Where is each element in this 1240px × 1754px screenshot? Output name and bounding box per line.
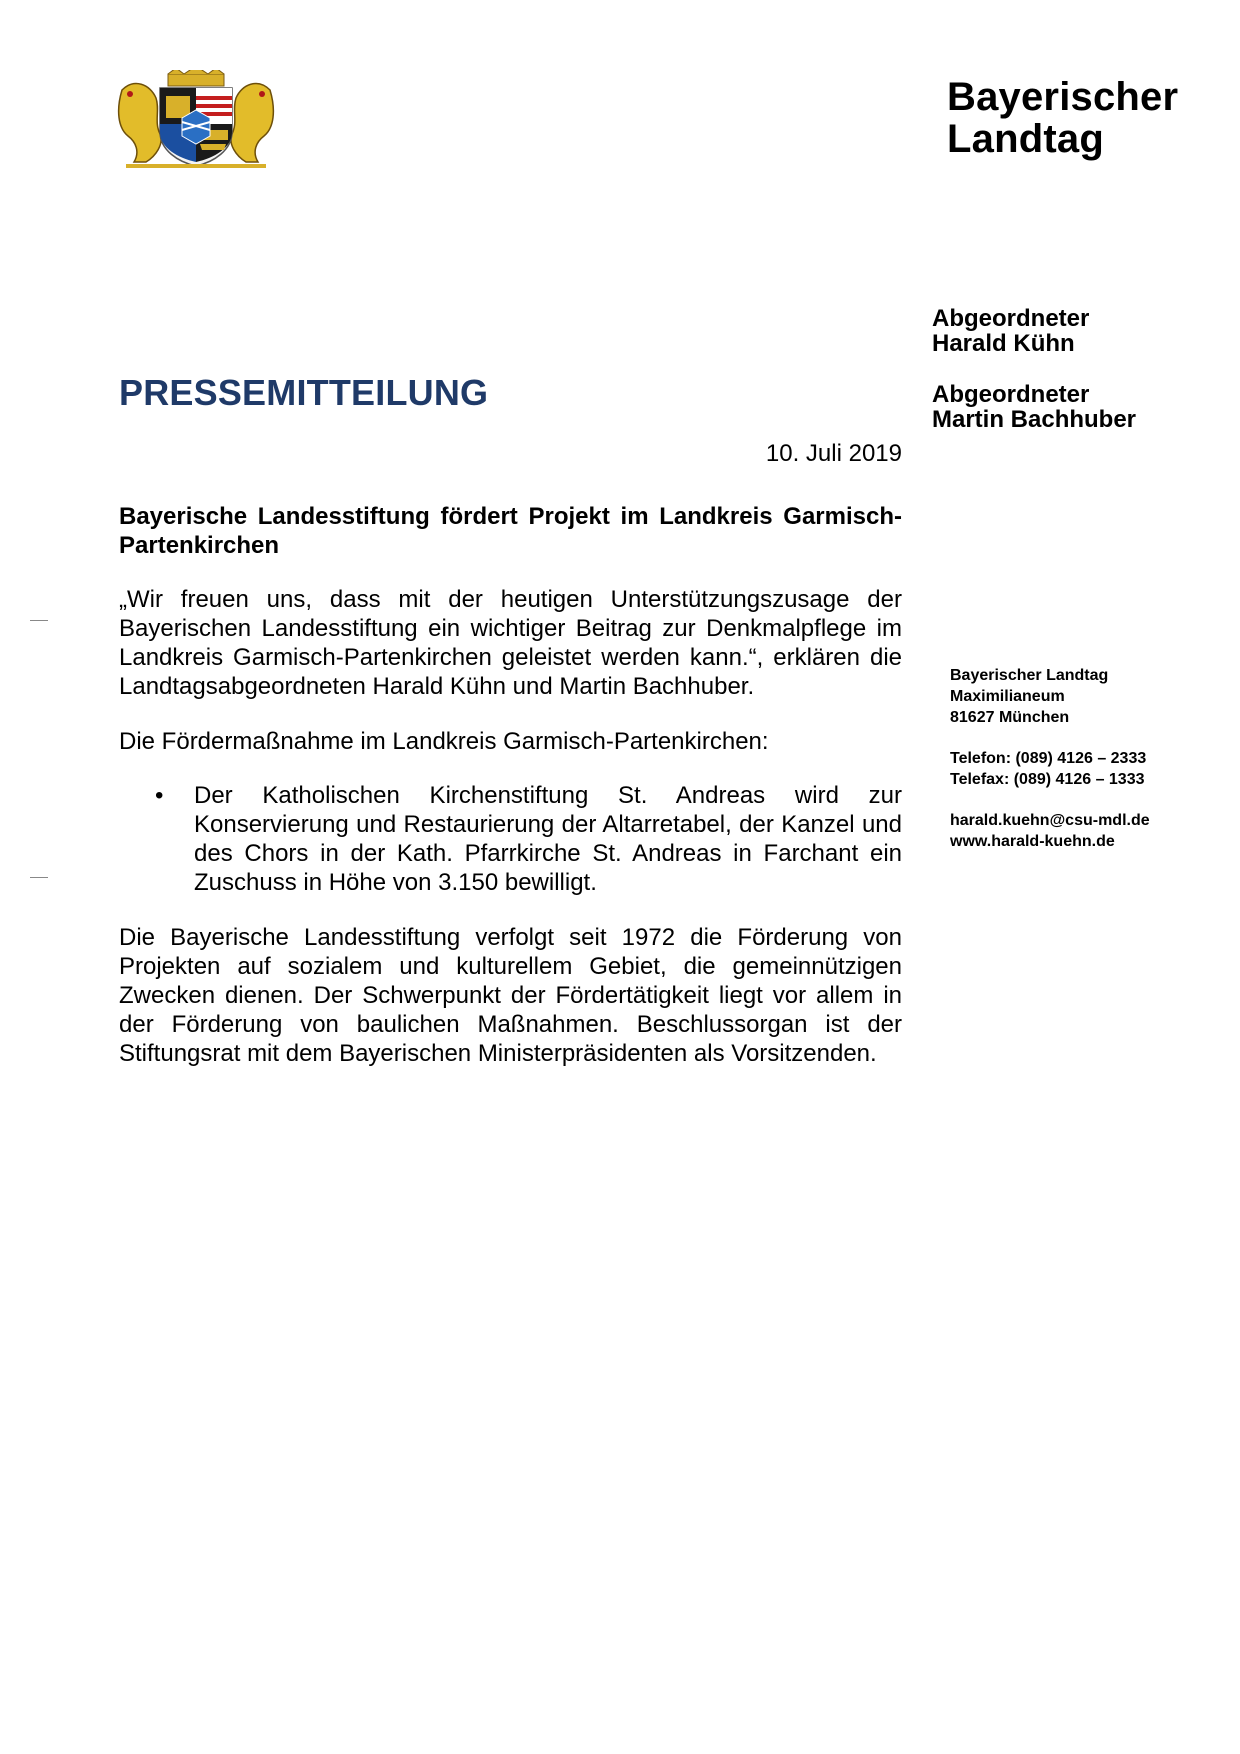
- deputy-entry: [932, 382, 1136, 432]
- contact-address-block: [950, 665, 1150, 852]
- deputy-role: Abgeordneter: [932, 305, 1090, 332]
- headline: Bayerische Landesstiftung fördert Projekt im Landkreis Garmisch-Partenkirchen: [119, 503, 902, 559]
- spacer: [950, 790, 1150, 810]
- address-city: 81627 München: [950, 709, 1070, 726]
- address-building: Maximilianeum: [950, 688, 1065, 705]
- deputy-name: Harald Kühn: [932, 330, 1075, 357]
- page-title: PRESSEMITTEILUNG: [119, 372, 489, 413]
- deputies-block: [932, 306, 1136, 458]
- brand-wordmark: [947, 76, 1178, 160]
- paragraph-quote: „Wir freuen uns, dass mit der heutigen Unterstützungszusage der Bayerischen Landesstiftung ein wichtiger Beitrag zur Denkmalpflege im Landkreis Garmisch-Partenkirchen geleistet werden kann.“, erklären die Landtagsabgeordneten Harald Kühn und Martin Bachhuber.: [119, 586, 902, 700]
- brand-line-1: Bayerischer: [947, 75, 1179, 119]
- bavarian-coat-of-arms-icon: [116, 70, 276, 170]
- spacer: [950, 728, 1150, 748]
- brand-line-2: Landtag: [947, 117, 1104, 161]
- deputy-entry: [932, 306, 1136, 356]
- release-date: 10. Juli 2019: [765, 440, 902, 467]
- paragraph-intro: Die Fördermaßnahme im Landkreis Garmisch-Partenkirchen:: [119, 728, 769, 755]
- email-link[interactable]: harald.kuehn@csu-mdl.de: [950, 812, 1150, 829]
- list-item: [119, 781, 902, 897]
- bullet-icon: •: [155, 782, 164, 809]
- website-link[interactable]: www.harald-kuehn.de: [950, 833, 1115, 850]
- address-fax: Telefax: (089) 4126 – 1333: [950, 771, 1145, 788]
- fold-mark: [30, 620, 48, 621]
- list-item-text: Der Katholischen Kirchenstiftung St. Andreas wird zur Konservierung und Restaurierung der Altarretabel, der Kanzel und des Chors in der Kath. Pfarrkirche St. Andreas in Farchant ein Zuschuss in Höhe von 3.150 bewilligt.: [194, 782, 902, 896]
- address-phone: Telefon: (089) 4126 – 2333: [950, 750, 1147, 767]
- fold-mark: [30, 877, 48, 878]
- deputy-role: Abgeordneter: [932, 381, 1090, 408]
- paragraph-foundation: Die Bayerische Landesstiftung verfolgt seit 1972 die Förderung von Projekten auf sozialem und kulturellem Gebiet, die gemeinnützigen Zwecken dienen. Der Schwerpunkt der Fördertätigkeit liegt vor allem in der Förderung von baulichen Maßnahmen. Beschlussorgan ist der Stiftungsrat mit dem Bayerischen Ministerpräsidenten als Vorsitzenden.: [119, 924, 902, 1067]
- deputy-name: Martin Bachhuber: [932, 406, 1137, 433]
- address-org: Bayerischer Landtag: [950, 667, 1109, 684]
